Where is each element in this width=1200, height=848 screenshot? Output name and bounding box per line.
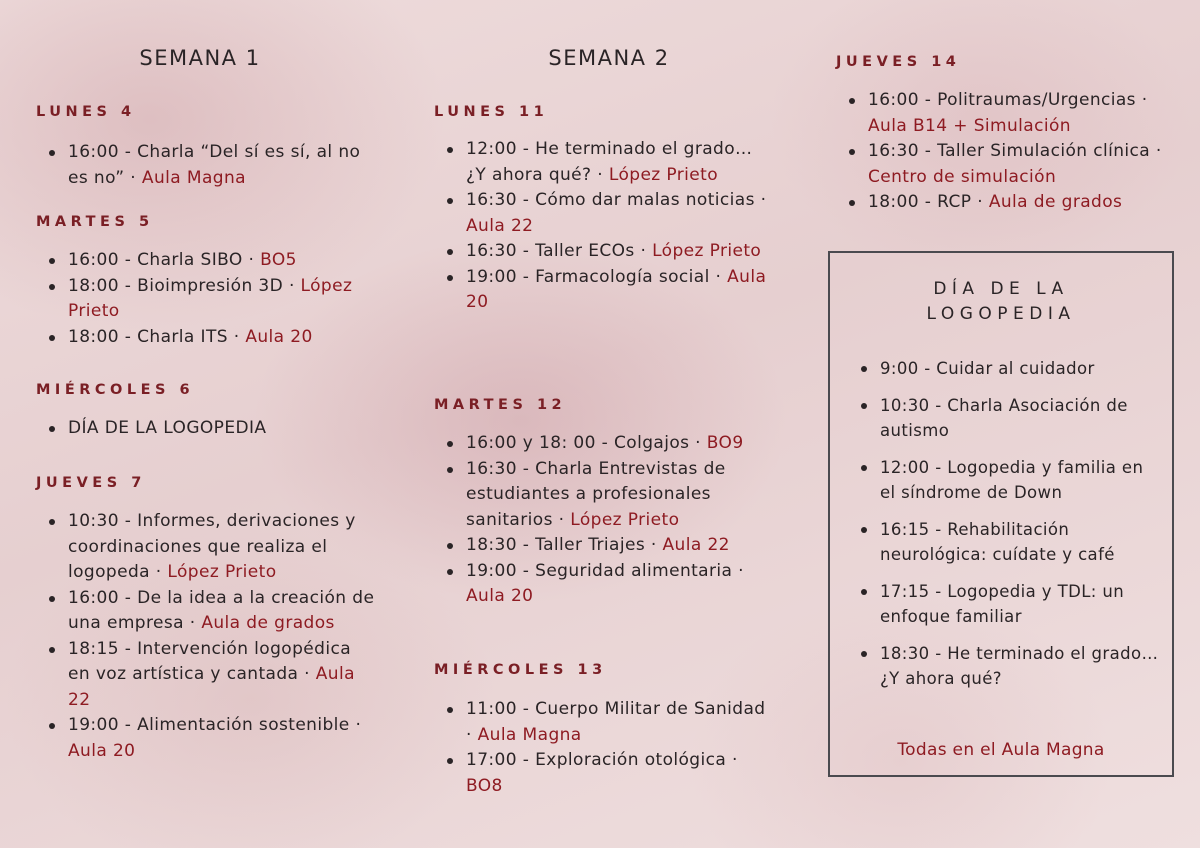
location: López Prieto: [570, 509, 680, 530]
day-heading-miercoles-6: MIÉRCOLES 6: [36, 382, 195, 398]
list-item: 16:30 - Cómo dar malas noticias · Aula 22: [434, 188, 774, 239]
list-item: 19:00 - Seguridad alimentaria · Aula 20: [434, 559, 784, 610]
list-item: 18:15 - Intervención logopédica en voz artística y cantada · Aula 22: [36, 637, 376, 714]
day-heading-lunes-4: LUNES 4: [36, 104, 136, 120]
location: Aula 20: [68, 740, 136, 761]
location: Aula B14 + Simulación: [868, 115, 1071, 136]
list-item: DÍA DE LA LOGOPEDIA: [36, 416, 366, 442]
week1-title: SEMANA 1: [139, 46, 261, 70]
location: Aula 22: [466, 215, 534, 236]
list-item: 16:00 y 18: 00 - Colgajos · BO9: [434, 431, 784, 457]
list-item: 18:30 - Taller Triajes · Aula 22: [434, 533, 784, 559]
day-list-lunes-4: [36, 140, 366, 191]
location: BO5: [260, 250, 297, 270]
list-item: 18:00 - RCP · Aula de grados: [836, 190, 1191, 216]
location: López Prieto: [652, 241, 762, 261]
location: Aula Magna: [477, 724, 582, 745]
list-item: 18:30 - He terminado el grado… ¿Y ahora qué?: [848, 641, 1163, 692]
logopedia-day-box: [828, 251, 1174, 777]
week2-column: [400, 0, 820, 848]
list-item: 10:30 - Charla Asociación de autismo: [848, 393, 1163, 444]
list-item: 17:00 - Exploración otológica · BO8: [434, 748, 774, 799]
list-item: 9:00 - Cuidar al cuidador: [848, 356, 1163, 382]
location: López Prieto: [68, 275, 353, 321]
logopedia-box-title: DÍA DE LA LOGOPEDIA: [926, 279, 1076, 324]
location: Aula 22: [68, 664, 355, 710]
location: Aula 20: [245, 326, 313, 347]
week1-column: [0, 0, 400, 848]
list-item: 19:00 - Farmacología social · Aula 20: [434, 265, 774, 316]
list-item: 17:15 - Logopedia y TDL: un enfoque familiar: [848, 579, 1163, 630]
location: Aula de grados: [988, 192, 1123, 212]
day-list-jueves-7: [36, 509, 376, 764]
day-list-martes-12: [434, 431, 784, 610]
list-item: 16:00 - Charla SIBO · BO5: [36, 248, 366, 274]
list-item: 16:15 - Rehabilitación neurológica: cuídate y café: [848, 517, 1163, 568]
day-heading-miercoles-13: MIÉRCOLES 13: [434, 662, 607, 678]
day-heading-martes-12: MARTES 12: [434, 397, 567, 413]
list-item: 16:00 - De la idea a la creación de una empresa · Aula de grados: [36, 586, 376, 637]
week2-title: SEMANA 2: [548, 46, 670, 70]
location: Aula 20: [466, 266, 767, 312]
location: Centro de simulación: [868, 166, 1057, 187]
list-item: 10:30 - Informes, derivaciones y coordinaciones que realiza el logopeda · López Prieto: [36, 509, 376, 586]
logopedia-box-footer: Todas en el Aula Magna: [897, 740, 1105, 760]
day-heading-martes-5: MARTES 5: [36, 214, 154, 230]
location: López Prieto: [608, 164, 719, 185]
day-heading-jueves-14: JUEVES 14: [836, 54, 961, 70]
list-item: 12:00 - Logopedia y familia en el síndrome de Down: [848, 455, 1163, 506]
day-list-lunes-11: [434, 137, 774, 316]
day-heading-lunes-11: LUNES 11: [434, 104, 549, 120]
logopedia-list: [848, 356, 1163, 703]
list-item: 18:00 - Charla ITS · Aula 20: [36, 325, 366, 351]
list-item: 16:30 - Charla Entrevistas de estudiantes a profesionales sanitarios · López Prieto: [434, 457, 784, 534]
list-item: 18:00 - Bioimpresión 3D · López Prieto: [36, 274, 366, 325]
list-item: 16:00 - Politraumas/Urgencias · Aula B14 + Simulación: [836, 88, 1191, 139]
list-item: 16:30 - Taller Simulación clínica · Centro de simulación: [836, 139, 1191, 190]
location: Aula de grados: [201, 613, 335, 633]
location: BO8: [466, 775, 503, 796]
location: López Prieto: [167, 562, 277, 582]
list-item: 12:00 - He terminado el grado… ¿Y ahora qué? · López Prieto: [434, 137, 774, 188]
day-list-miercoles-6: [36, 416, 366, 442]
location: Aula Magna: [141, 167, 246, 188]
location: Aula 20: [466, 586, 534, 606]
day-heading-jueves-7: JUEVES 7: [36, 475, 146, 491]
list-item: 16:30 - Taller ECOs · López Prieto: [434, 239, 774, 265]
day-list-jueves-14: [836, 88, 1191, 216]
day-list-miercoles-13: [434, 697, 774, 799]
list-item: 16:00 - Charla “Del sí es sí, al no es no” · Aula Magna: [36, 140, 366, 191]
location: Aula 22: [662, 535, 730, 555]
thursday14-column: [820, 0, 1200, 240]
list-item: 19:00 - Alimentación sostenible · Aula 20: [36, 713, 376, 764]
list-item: 11:00 - Cuerpo Militar de Sanidad · Aula Magna: [434, 697, 774, 748]
location: BO9: [706, 433, 744, 453]
day-list-martes-5: [36, 248, 366, 350]
